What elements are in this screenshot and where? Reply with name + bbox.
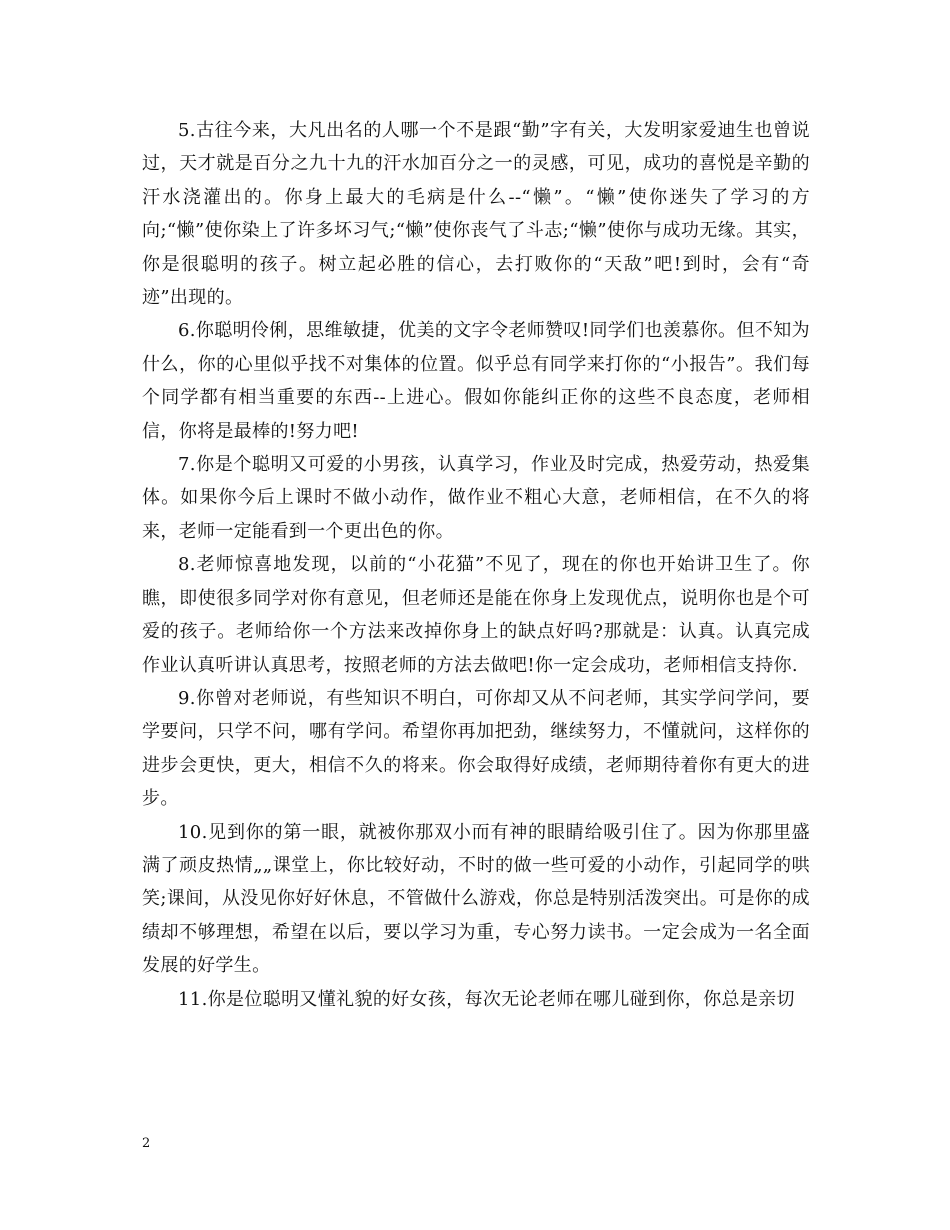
paragraph-11: 11.你是位聪明又懂礼貌的好女孩，每次无论老师在哪儿碰到你，你总是亲切 <box>178 988 795 1010</box>
paragraph-5: 5.古往今来，大凡出名的人哪一个不是跟“勤”字有关，大发明家爱迪生也曾说过，天才就是百分之九十九的汗水加百分之一的灵感，可见，成功的喜悦是辛勤的汗水浇灌出的。你身上最大的毛病是什么--“懒”。“懒”使你迷失了学习的方向;“懒”使你染上了许多坏习气;“懒”使你丧气了斗志;“懒”使你与成功无缘。其实，你是很聪明的孩子。树立起必胜的信心，去打败你的“天敌”吧!到时，会有“奇迹”出现的。 <box>142 120 810 309</box>
paragraph-6: 6.你聪明伶俐，思维敏捷，优美的文字令老师赞叹!同学们也羡慕你。但不知为什么，你的心里似乎找不对集体的位置。似乎总有同学来打你的“小报告”。我们每个同学都有相当重要的东西--上进心。假如你能纠正你的这些不良态度，老师相信，你将是最棒的!努力吧! <box>142 320 810 442</box>
page-body <box>142 114 810 1016</box>
paragraph-8: 8.老师惊喜地发现，以前的“小花猫”不见了，现在的你也开始讲卫生了。你瞧，即使很多同学对你有意见，但老师还是能在你身上发现优点，说明你也是个可爱的孩子。老师给你一个方法来改掉你身上的缺点好吗?那就是：认真。认真完成作业认真听讲认真思考，按照老师的方法去做吧!你一定会成功，老师相信支持你. <box>142 554 810 676</box>
paragraph-10: 10.见到你的第一眼，就被你那双小而有神的眼睛给吸引住了。因为你那里盛满了顽皮热情„„课堂上，你比较好动，不时的做一些可爱的小动作，引起同学的哄笑;课间，从没见你好好休息，不管做什么游戏，你总是特别活泼突出。可是你的成绩却不够理想，希望在以后，要以学习为重，专心努力读书。一定会成为一名全面发展的好学生。 <box>142 821 810 977</box>
paragraph-7: 7.你是个聪明又可爱的小男孩，认真学习，作业及时完成，热爱劳动，热爱集体。如果你今后上课时不做小动作，做作业不粗心大意，老师相信，在不久的将来，老师一定能看到一个更出色的你。 <box>142 454 810 542</box>
page-number: 2 <box>142 1136 151 1151</box>
paragraph-9: 9.你曾对老师说，有些知识不明白，可你却又从不问老师，其实学问学问，要学要问，只学不问，哪有学问。希望你再加把劲，继续努力，不懂就问，这样你的进步会更快，更大，相信不久的将来。你会取得好成绩，老师期待着你有更大的进步。 <box>142 687 810 810</box>
